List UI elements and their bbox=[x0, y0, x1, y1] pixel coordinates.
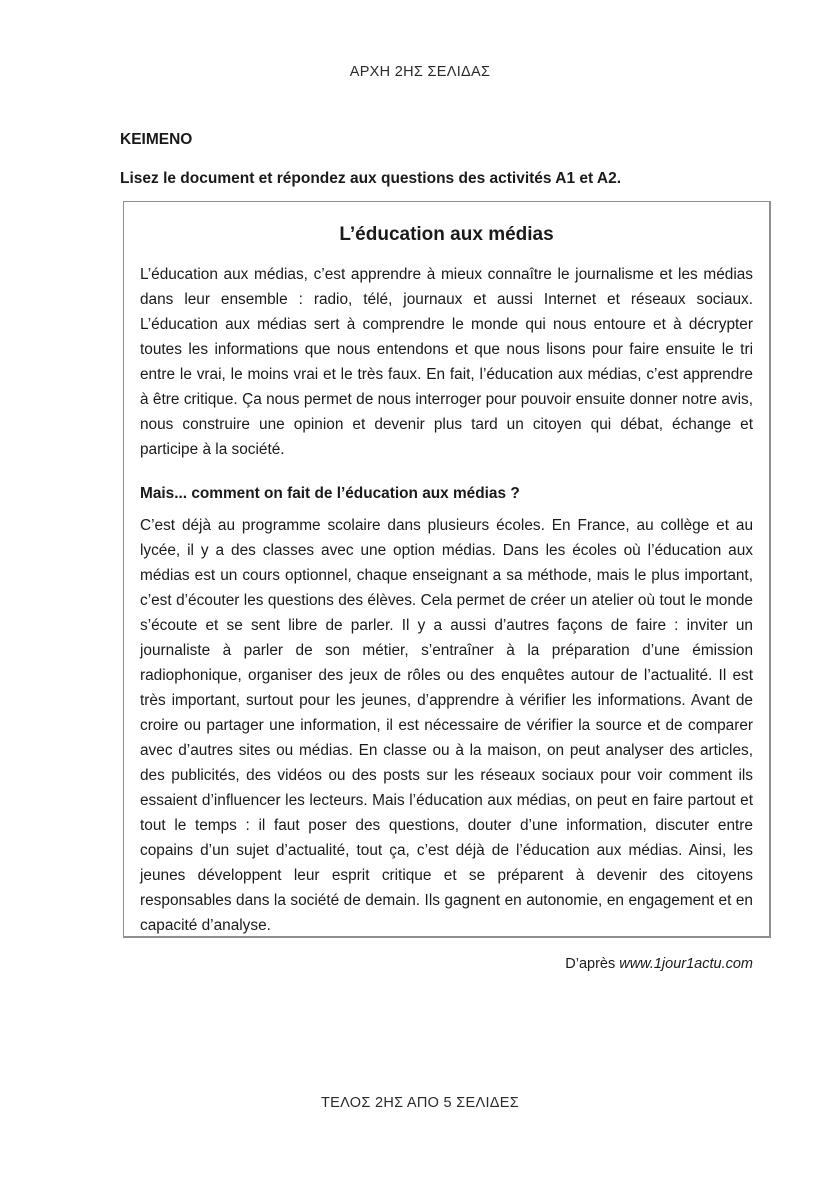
document-box bbox=[123, 201, 771, 972]
document-paragraph-2: C’est déjà au programme scolaire dans plusieurs écoles. En France, au collège et au lycée, il y a des classes avec une option médias. Dans les écoles où l’éducation aux médias est un cours optionnel, chaque enseignant a sa méthode, mais le plus important, c’est d’écouter les questions des élèves. Cela permet de créer un atelier où tout le monde s’écoute et se sent libre de parler. Il y a aussi d’autres façons de faire : inviter un journaliste à parler de son métier, s’entraîner à la préparation d’une émission radiophonique, organiser des jeux de rôles ou des enquêtes autour de l’actualité. Il est très important, surtout pour les jeunes, d’apprendre à vérifier les informations. Avant de croire ou partager une information, il est nécessaire de vérifier la source et de comparer avec d’autres sites ou médias. En classe ou à la maison, on peut analyser des articles, des publicités, des vidéos ou des posts sur les réseaux sociaux pour voir comment ils essaient d’influencer les lecteurs. Mais l’éducation aux médias, on peut en faire partout et tout le temps : il faut poser des questions, douter d’une information, discuter entre copains d’un sujet d’actualité, tout ça, c’est déjà de l’éducation aux médias. Ainsi, les jeunes développent leur esprit critique et se préparent à devenir des citoyens responsables dans la société de demain. Ils gagnent en autonomie, en engagement et en capacité d’analyse. bbox=[140, 517, 753, 934]
attribution-prefix: D’après bbox=[565, 956, 616, 972]
document-subheading: Mais... comment on fait de l’éducation aux médias ? bbox=[140, 485, 520, 502]
document-paragraph-1: L’éducation aux médias, c’est apprendre à mieux connaître le journalisme et les médias dans leur ensemble : radio, télé, journaux et aussi Internet et réseaux sociaux. L’éducation aux médias sert à comprendre le monde qui nous entoure et à décrypter toutes les informations que nous entendons et que nous lisons pour faire ensuite le tri entre le vrai, le moins vrai et le très faux. En fait, l’éducation aux médias, c’est apprendre à être critique. Ça nous permet de nous interroger pour pouvoir ensuite donner notre avis, nous construire une opinion et devenir plus tard un citoyen qui débat, échange et participe à la société. bbox=[140, 266, 753, 458]
page-header-text: ΑΡΧΗ 2ΗΣ ΣΕΛΙΔΑΣ bbox=[349, 64, 491, 80]
instruction-text: Lisez le document et répondez aux questions des activités A1 et A2. bbox=[120, 170, 622, 187]
section-label: KEIMENO bbox=[120, 131, 193, 148]
attribution-source: www.1jour1actu.com bbox=[619, 956, 753, 972]
document-title: L’éducation aux médias bbox=[339, 224, 554, 245]
attribution-line bbox=[140, 954, 753, 974]
page-footer-text: ΤΕΛΟΣ 2ΗΣ ΑΠΟ 5 ΣΕΛΙΔΕΣ bbox=[320, 1095, 520, 1111]
